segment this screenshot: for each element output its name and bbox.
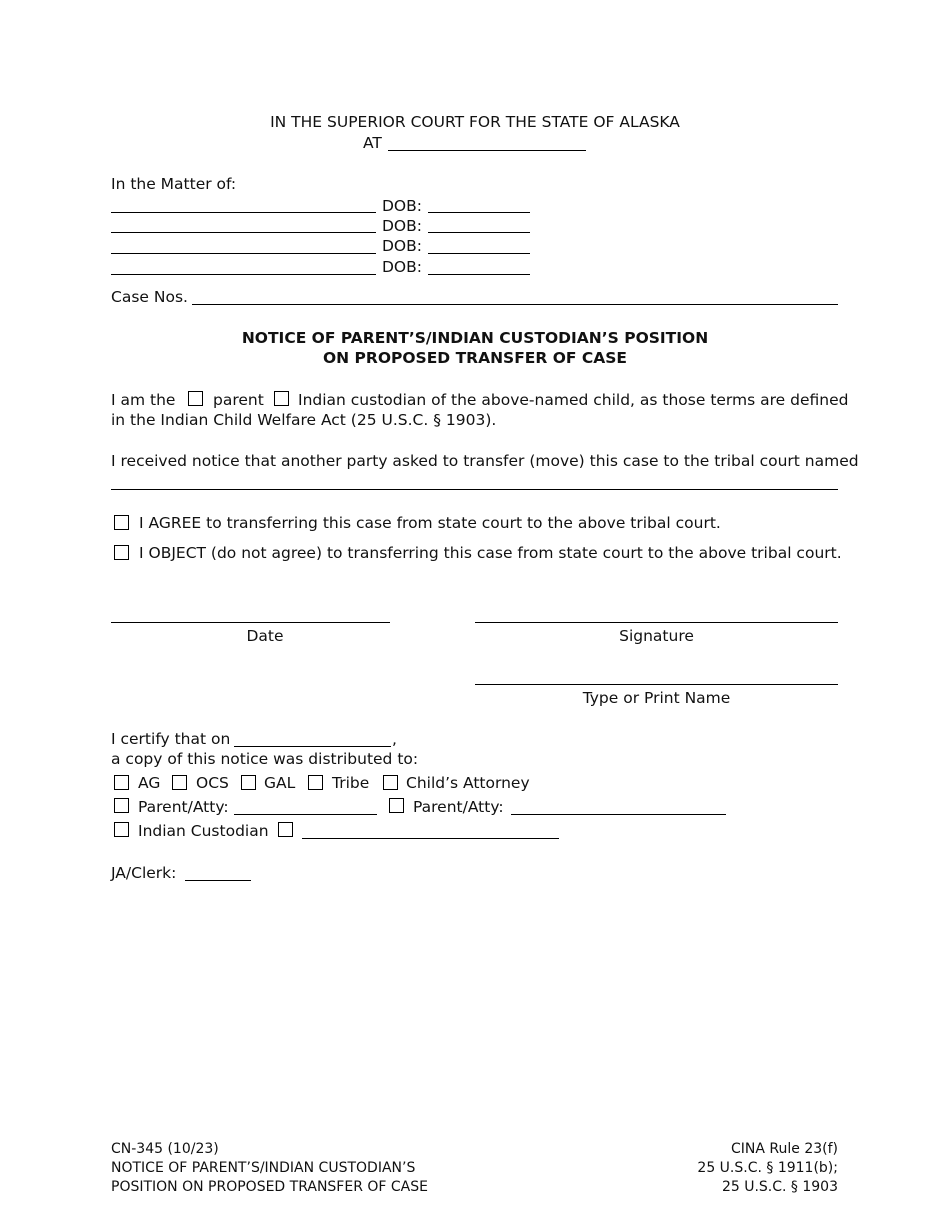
role-prefix: I am the xyxy=(111,391,176,409)
signature-field[interactable] xyxy=(475,622,838,623)
footer-rule-1: CINA Rule 23(f) xyxy=(731,1141,838,1157)
dob-field-4[interactable] xyxy=(428,274,530,275)
parent-atty-checkbox-2[interactable] xyxy=(389,798,404,813)
role-definition-line: in the Indian Child Welfare Act (25 U.S.C. § 1903). xyxy=(111,411,497,429)
ocs-label: OCS xyxy=(196,774,229,792)
court-heading: IN THE SUPERIOR COURT FOR THE STATE OF ALASKA xyxy=(270,113,680,131)
ag-label: AG xyxy=(138,774,161,792)
ocs-checkbox[interactable] xyxy=(172,775,187,790)
parent-checkbox[interactable] xyxy=(188,391,203,406)
dob-field-3[interactable] xyxy=(428,253,530,254)
object-text: I OBJECT (do not agree) to transferring this case from state court to the above tribal court. xyxy=(139,544,842,562)
ag-checkbox[interactable] xyxy=(114,775,129,790)
indian-custodian-checkbox[interactable] xyxy=(274,391,289,406)
certify-date-field[interactable] xyxy=(234,746,391,747)
date-label: Date xyxy=(246,627,284,645)
dob-field-2[interactable] xyxy=(428,232,530,233)
childs-attorney-checkbox[interactable] xyxy=(383,775,398,790)
notice-text: I received notice that another party asked to transfer (move) this case to the tribal court named xyxy=(111,452,859,470)
footer-title-line2: POSITION ON PROPOSED TRANSFER OF CASE xyxy=(111,1179,428,1195)
dob-label-4: DOB: xyxy=(382,258,422,276)
form-title-line2: ON PROPOSED TRANSFER OF CASE xyxy=(323,349,627,367)
child-name-field-4[interactable] xyxy=(111,274,376,275)
object-checkbox[interactable] xyxy=(114,545,129,560)
indian-custodian-option-label: Indian custodian of the above-named child, as those terms are defined xyxy=(298,391,849,409)
footer-rule-3: 25 U.S.C. § 1903 xyxy=(721,1179,838,1195)
form-title-line1: NOTICE OF PARENT’S/INDIAN CUSTODIAN’S POSITION xyxy=(241,329,709,347)
parent-option-label: parent xyxy=(213,391,264,409)
tribal-court-field[interactable] xyxy=(111,489,838,490)
indian-custodian-dist-checkbox[interactable] xyxy=(114,822,129,837)
parent-atty-label-2: Parent/Atty: xyxy=(413,798,504,816)
gal-checkbox[interactable] xyxy=(241,775,256,790)
date-field[interactable] xyxy=(111,622,390,623)
child-name-field-2[interactable] xyxy=(111,232,376,233)
other-recipient-checkbox[interactable] xyxy=(278,822,293,837)
parent-atty-checkbox-1[interactable] xyxy=(114,798,129,813)
childs-attorney-label: Child’s Attorney xyxy=(406,774,530,792)
case-nos-label: Case Nos. xyxy=(111,288,188,306)
print-name-label: Type or Print Name xyxy=(582,689,731,707)
at-label: AT xyxy=(363,134,382,152)
dob-field-1[interactable] xyxy=(428,212,530,213)
child-name-field-3[interactable] xyxy=(111,253,376,254)
certify-text: I certify that on xyxy=(111,730,231,748)
dob-label-3: DOB: xyxy=(382,237,422,255)
matter-label: In the Matter of: xyxy=(111,175,237,193)
tribe-label: Tribe xyxy=(332,774,370,792)
dob-label-1: DOB: xyxy=(382,197,422,215)
clerk-field[interactable] xyxy=(185,880,251,881)
parent-atty-field-1[interactable] xyxy=(234,814,377,815)
child-name-field-1[interactable] xyxy=(111,212,376,213)
other-recipient-field[interactable] xyxy=(302,838,559,839)
form-number: CN-345 (10/23) xyxy=(111,1141,219,1157)
clerk-label: JA/Clerk: xyxy=(111,864,177,882)
gal-label: GAL xyxy=(264,774,296,792)
signature-label: Signature xyxy=(619,627,694,645)
agree-text: I AGREE to transferring this case from state court to the above tribal court. xyxy=(139,514,721,532)
agree-checkbox[interactable] xyxy=(114,515,129,530)
tribe-checkbox[interactable] xyxy=(308,775,323,790)
at-location-field[interactable] xyxy=(388,150,586,151)
parent-atty-field-2[interactable] xyxy=(511,814,726,815)
print-name-field[interactable] xyxy=(475,684,838,685)
case-nos-field[interactable] xyxy=(192,304,838,305)
parent-atty-label-1: Parent/Atty: xyxy=(138,798,229,816)
footer-rule-2: 25 U.S.C. § 1911(b); xyxy=(697,1160,838,1176)
indian-custodian-dist-label: Indian Custodian xyxy=(138,822,269,840)
certify-comma: , xyxy=(392,730,397,748)
dob-label-2: DOB: xyxy=(382,217,422,235)
footer-title-line1: NOTICE OF PARENT’S/INDIAN CUSTODIAN’S xyxy=(111,1160,416,1176)
distribution-text: a copy of this notice was distributed to: xyxy=(111,750,419,768)
